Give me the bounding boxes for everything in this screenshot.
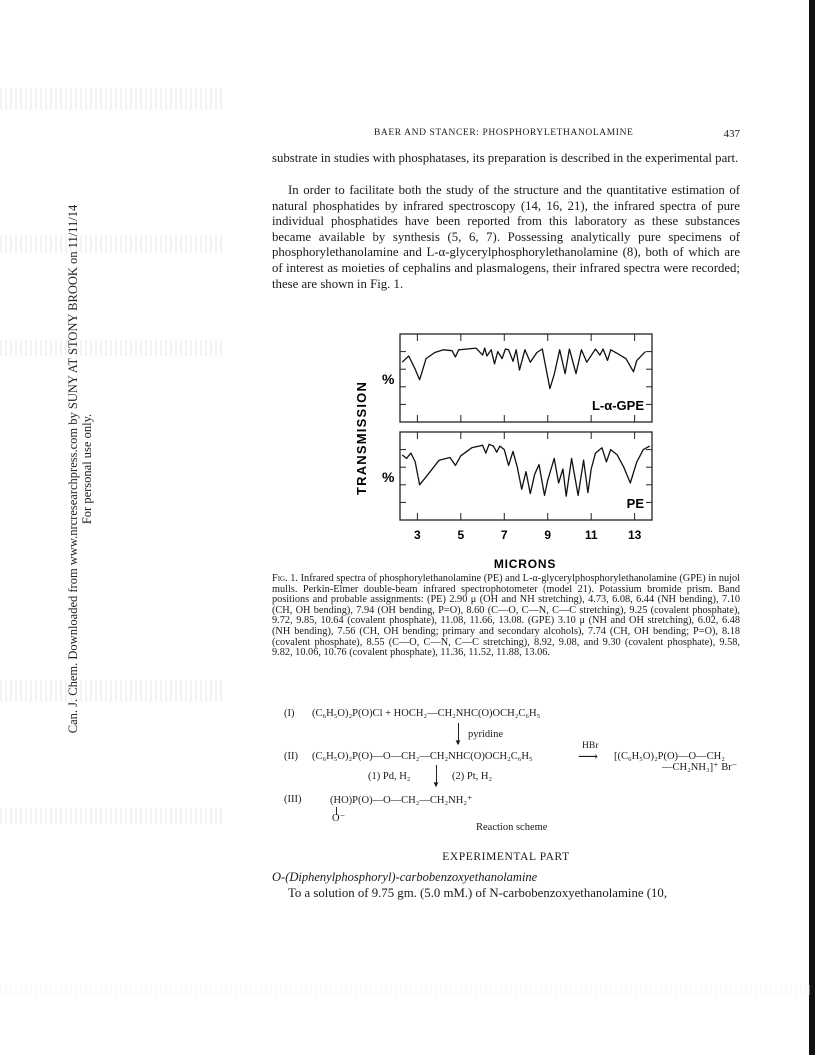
x-tick-label: 7 (500, 528, 508, 542)
compound-II-label: (II) (284, 751, 298, 762)
scan-noise (0, 340, 225, 356)
scan-noise (0, 680, 225, 702)
panel-label-pe: PE (626, 496, 644, 511)
body-text: To a solution of 9.75 gm. (5.0 mM.) of N-carbobenzoxyethanolamine (10, (288, 886, 668, 900)
x-tick-label: 9 (544, 528, 552, 542)
paragraph-1: substrate in studies with phosphatases, its preparation is described in the experimental part. (272, 151, 739, 165)
percent-unit-label: % (382, 469, 395, 485)
scheme-arrow-right: ⟶ (578, 750, 599, 765)
x-tick-label: 5 (457, 528, 465, 542)
step-pd-h2: (1) Pd, H₂ (368, 771, 411, 782)
x-tick-label: 11 (584, 528, 598, 542)
product-line-1: [(C₆H₅O)₂P(O)—O—CH₂ (614, 751, 725, 762)
figure-caption (272, 574, 740, 659)
page-number: 437 (723, 128, 740, 140)
scan-noise (0, 985, 810, 995)
compound-III-formula: (HO)P(O)—O—CH₂—CH₂NH₂⁺ (330, 795, 473, 806)
scan-noise (0, 235, 225, 253)
product-line-2: —CH₂NH₃]⁺ Br⁻ (662, 762, 738, 773)
scheme-arrow-head-2: ▼ (432, 780, 440, 789)
reaction-scheme (272, 708, 762, 838)
caption-label: Fig. 1. (272, 573, 299, 584)
percent-unit-label: % (382, 371, 395, 387)
infrared-spectra-figure (352, 326, 662, 574)
scan-noise (0, 808, 225, 824)
page-edge (809, 0, 815, 1055)
watermark-line-1: Can. J. Chem. Downloaded from www.nrcresearchpress.com by SUNY AT STONY BROOK on 11/11/14 (66, 204, 80, 734)
scan-noise (0, 88, 225, 110)
caption-text: Infrared spectra of phosphorylethanolamine (PE) and L-α-glycerylphosphorylethanolamine (GPE) in nujol mulls. Perkin-Elmer double-beam infrared spectrophotometer (model 21). Potassium bromide prism. Band positions and probable assignments: (PE) 2.90 μ (OH and NH stretching), 4.73, 6.08, 6.44 (NH bending), 7.10 (CH, OH bending), 7.94 (OH bending, P=O), 8.60 (C—O, C—N, C—C stretching), 9.25 (covalent phosphate), 9.72, 9.85, 10.64 (covalent phosphate), 11.08, 11.66, 13.08. (GPE) 3.10 μ (NH and OH stretching), 6.02, 6.48 (NH bending), 7.56 (CH, OH bending; primary and secondary alcohols), 7.74 (CH, OH bending; P=O), 8.18 (covalent phosphate), 8.55 (C—O, C—N, C—C stretching), 8.92, 9.08, and 9.30 (covalent phosphate), 9.58, 9.82, 10.06, 10.76 (covalent phosphate), 11.36, 11.52, 11.88, 13.06. (272, 573, 741, 659)
panel-frame (400, 432, 652, 520)
panel-label-gpe: L-α-GPE (591, 398, 644, 413)
watermark-line-2: For personal use only. (80, 413, 94, 525)
scheme-arrow-head: ▼ (454, 738, 462, 747)
download-watermark (66, 69, 94, 869)
step-pt-h2: (2) Pt, H₂ (452, 771, 493, 782)
compound-II-formula: (C₆H₅O)₂P(O)—O—CH₂—CH₂NHC(O)OCH₂C₆H₅ (312, 751, 533, 762)
spectrum-line-pe (402, 444, 650, 496)
scheme-caption: Reaction scheme (476, 822, 548, 833)
spectrum-line-gpe (402, 348, 645, 389)
reagent-pyridine: pyridine (468, 729, 503, 740)
section-title: EXPERIMENTAL PART (442, 851, 570, 863)
x-tick-label: 13 (627, 528, 642, 542)
x-tick-label: 3 (414, 528, 421, 542)
y-axis-label: TRANSMISSION (354, 380, 369, 496)
x-axis-label: MICRONS (493, 557, 557, 571)
compound-III-oxygen: O⁻ (332, 813, 346, 824)
reagent-hbr: HBr (582, 741, 599, 751)
compound-III-label: (III) (284, 794, 302, 805)
running-title: BAER AND STANCER: PHOSPHORYLETHANOLAMINE (374, 128, 634, 138)
compound-I-label: (I) (284, 708, 295, 719)
paragraph-2: In order to facilitate both the study of the structure and the quantitative estimation of natural phosphatides by infrared spectroscopy (14, 16, 21), the infrared spectra of pure individual phosphatides have been reported from this laboratory as these substances became available by synthesis (5, 6, 7). Possessing analytically pure specimens of phosphorylethanolamine and L-α-glycerylphosphorylethanolamine (8), both of which are of interest as moieties of cephalins and plasmalogens, their infrared spectra were recorded; these are shown in Fig. 1. (272, 183, 740, 291)
compound-I-formula: (C₆H₅O)₂P(O)Cl + HOCH₂—CH₂NHC(O)OCH₂C₆H₅ (312, 708, 541, 719)
subheading: O-(Diphenylphosphoryl)-carbobenzoxyethanolamine (272, 870, 538, 884)
